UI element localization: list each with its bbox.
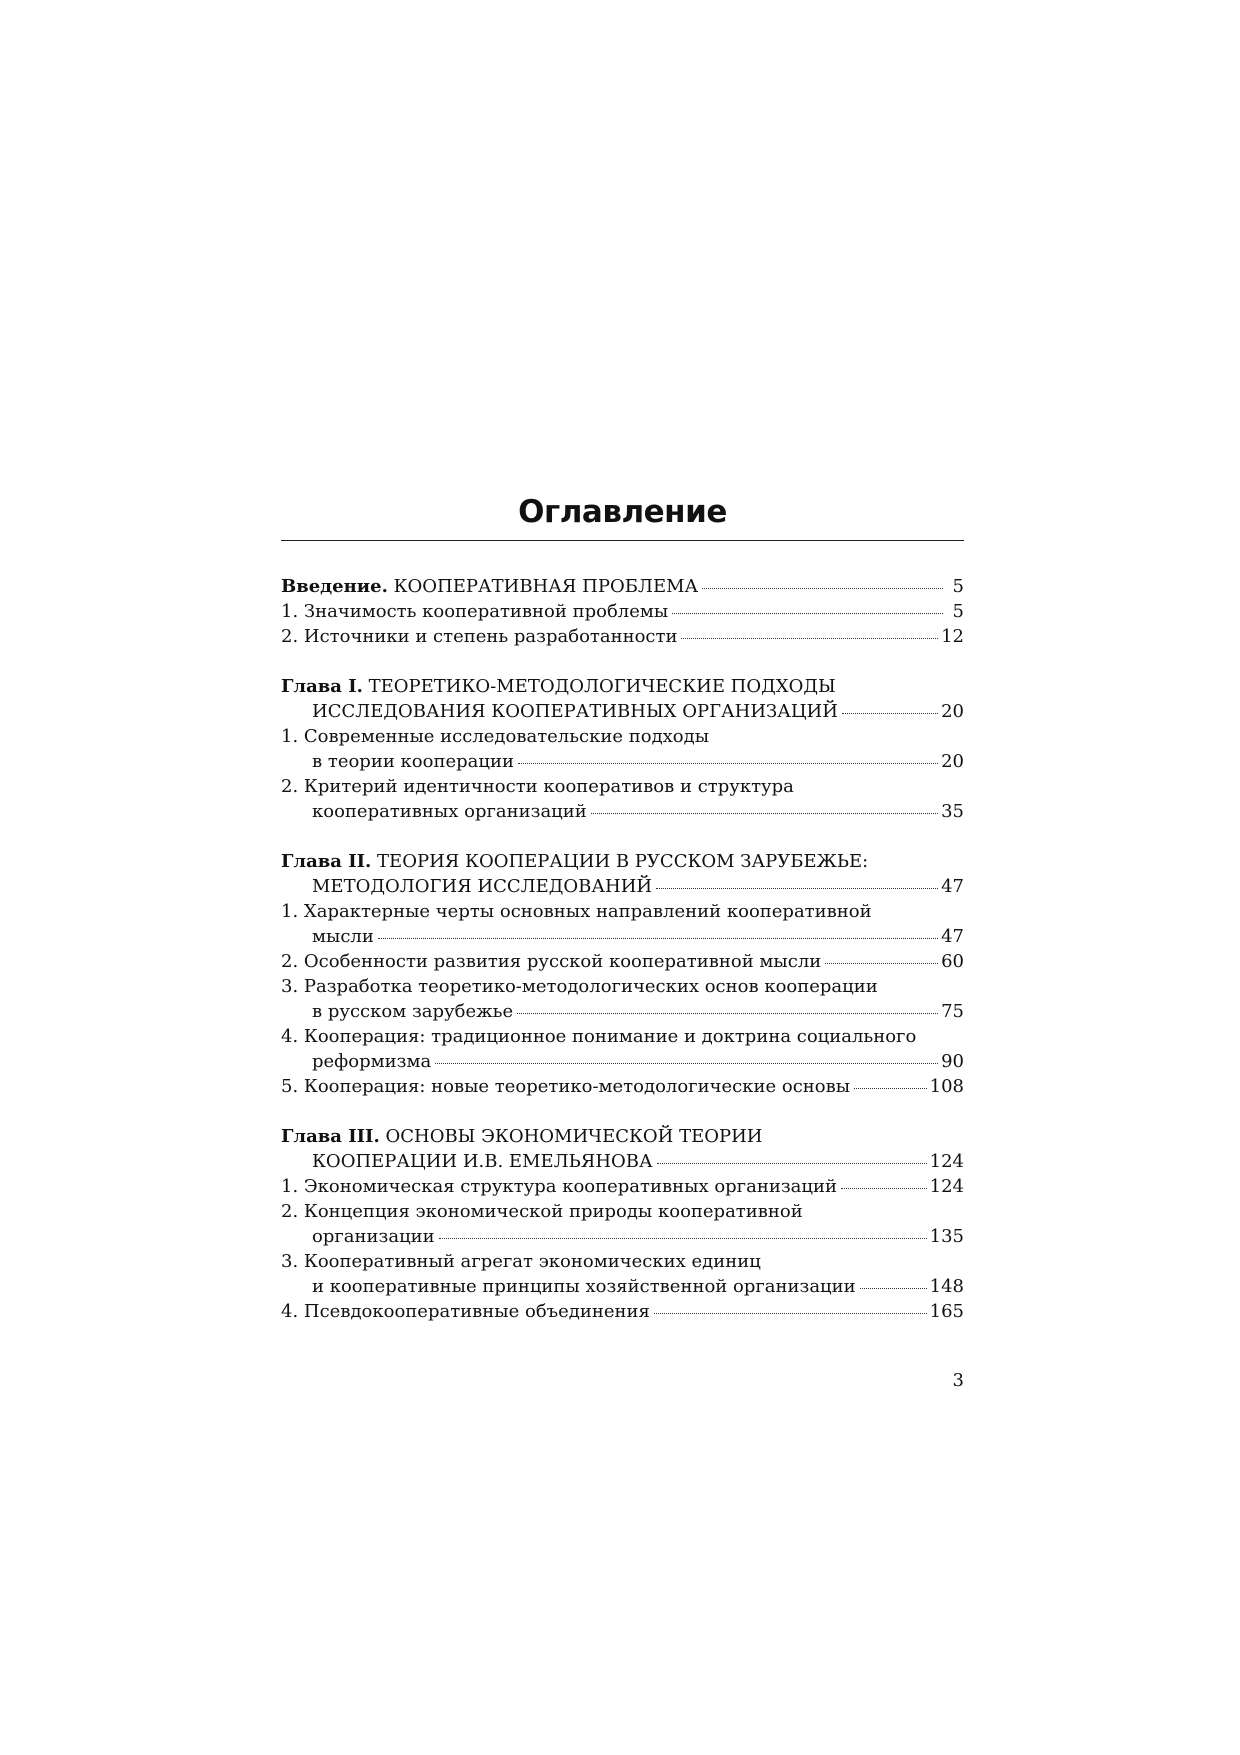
toc-entry[interactable]	[281, 774, 964, 824]
toc-entry-label	[281, 949, 821, 974]
toc-section	[281, 1124, 964, 1324]
toc-entry-label	[312, 749, 514, 774]
toc-entry-line	[281, 774, 964, 799]
entry-title-text: КООПЕРАТИВНАЯ ПРОБЛЕМА	[387, 576, 699, 597]
entry-title-text: 1. Современные исследовательские подходы	[281, 726, 710, 747]
toc-page-number: 5	[952, 576, 964, 597]
entry-title-text: 1. Экономическая структура кооперативных организаций	[281, 1176, 837, 1197]
toc-page-number: 135	[929, 1226, 964, 1247]
toc-entry-label	[281, 599, 668, 624]
toc-page-number: 60	[941, 951, 964, 972]
toc-entry-line	[281, 749, 964, 774]
toc-page-number: 5	[952, 601, 964, 622]
toc-entry-label	[281, 574, 698, 599]
chapter-label: Введение.	[281, 576, 388, 597]
dot-leader	[439, 1237, 927, 1239]
entry-title-text: организации	[312, 1226, 435, 1247]
toc-entry-line	[281, 1274, 964, 1299]
toc-page-number: 148	[929, 1276, 964, 1297]
entry-title-text: 3. Кооперативный агрегат экономических единиц	[281, 1251, 761, 1272]
toc-entry-line	[281, 1074, 964, 1099]
toc-page-number: 47	[941, 926, 964, 947]
dot-leader	[435, 1062, 938, 1064]
dot-leader	[841, 1187, 927, 1189]
entry-title-text: ИССЛЕДОВАНИЯ КООПЕРАТИВНЫХ ОРГАНИЗАЦИЙ	[312, 701, 838, 722]
toc-page-number: 90	[941, 1051, 964, 1072]
toc-entry-line	[281, 699, 964, 724]
entry-title-text: мысли	[312, 926, 374, 947]
toc-entry-line	[281, 949, 964, 974]
toc-entry-label	[281, 674, 836, 699]
toc-entry[interactable]	[281, 1299, 964, 1324]
dot-leader	[681, 637, 938, 639]
toc-entry-label	[281, 899, 872, 924]
toc-page-number: 12	[941, 626, 964, 647]
toc-entry-line	[281, 1049, 964, 1074]
toc-entry-line	[281, 724, 964, 749]
toc-entry[interactable]	[281, 1024, 964, 1074]
entry-title-text: реформизма	[312, 1051, 432, 1072]
toc-entry-label	[312, 999, 513, 1024]
toc-entry-line	[281, 799, 964, 824]
toc-entry[interactable]	[281, 599, 964, 624]
dot-leader	[842, 712, 938, 714]
toc-page-number: 108	[929, 1076, 964, 1097]
dot-leader	[654, 1312, 927, 1314]
toc-entry[interactable]	[281, 624, 964, 649]
dot-leader	[656, 887, 938, 889]
dot-leader	[378, 937, 938, 939]
entry-title-text: 2. Особенности развития русской кооперативной мысли	[281, 951, 822, 972]
toc-entry-line	[281, 899, 964, 924]
toc-entry[interactable]	[281, 1174, 964, 1199]
toc-entry-label	[312, 874, 652, 899]
toc-page-number: 124	[929, 1151, 964, 1172]
dot-leader	[860, 1287, 927, 1289]
toc-entry-line	[281, 1124, 964, 1149]
entry-title-text: 2. Критерий идентичности кооперативов и структура	[281, 776, 794, 797]
toc-entry-line	[281, 999, 964, 1024]
dot-leader	[517, 1012, 938, 1014]
toc-entry-label	[312, 1149, 653, 1174]
toc-entry-label	[312, 799, 587, 824]
toc-entry-label	[312, 1224, 435, 1249]
toc-entry-line	[281, 1199, 964, 1224]
page-title: Оглавление	[518, 494, 727, 530]
toc-entry-line	[281, 1299, 964, 1324]
toc-entry[interactable]	[281, 1124, 964, 1174]
toc-entry-label	[312, 924, 374, 949]
dot-leader	[518, 762, 938, 764]
title-divider	[281, 540, 964, 541]
toc-entry-line	[281, 924, 964, 949]
dot-leader	[657, 1162, 927, 1164]
toc-entry[interactable]	[281, 949, 964, 974]
toc-page-number: 35	[941, 801, 964, 822]
toc-entry-label	[281, 1249, 761, 1274]
entry-title-text: ТЕОРИЯ КООПЕРАЦИИ В РУССКОМ ЗАРУБЕЖЬЕ:	[371, 851, 869, 872]
toc-entry-label	[281, 1074, 850, 1099]
toc-entry-label	[281, 1299, 650, 1324]
toc-entry-line	[281, 1174, 964, 1199]
toc-page-number: 124	[929, 1176, 964, 1197]
page-number: 3	[952, 1370, 964, 1391]
dot-leader	[591, 812, 938, 814]
entry-title-text: в теории кооперации	[312, 751, 514, 772]
toc-page-number: 47	[941, 876, 964, 897]
toc-entry-line	[281, 599, 964, 624]
table-of-contents	[281, 574, 964, 1349]
entry-title-text: 2. Концепция экономической природы кооперативной	[281, 1201, 803, 1222]
entry-title-text: и кооперативные принципы хозяйственной организации	[312, 1276, 856, 1297]
toc-entry[interactable]	[281, 849, 964, 899]
toc-entry-line	[281, 1249, 964, 1274]
toc-entry[interactable]	[281, 574, 964, 599]
toc-entry-line	[281, 674, 964, 699]
toc-section	[281, 574, 964, 649]
toc-entry-label	[281, 624, 677, 649]
toc-entry-label	[281, 1024, 916, 1049]
toc-entry-label	[281, 774, 794, 799]
entry-title-text: 2. Источники и степень разработанности	[281, 626, 678, 647]
toc-page-number: 165	[929, 1301, 964, 1322]
toc-page-number: 20	[941, 701, 964, 722]
toc-entry-label	[281, 974, 878, 999]
dot-leader	[672, 612, 943, 614]
entry-title-text: МЕТОДОЛОГИЯ ИССЛЕДОВАНИЙ	[312, 876, 653, 897]
toc-entry-label	[281, 1124, 763, 1149]
chapter-label: Глава II.	[281, 851, 372, 872]
toc-entry-label	[281, 1174, 837, 1199]
toc-section	[281, 674, 964, 824]
toc-entry-line	[281, 574, 964, 599]
entry-title-text: 5. Кооперация: новые теоретико-методологические основы	[281, 1076, 851, 1097]
toc-entry-label	[312, 1274, 856, 1299]
dot-leader	[702, 587, 943, 589]
toc-page-number: 20	[941, 751, 964, 772]
toc-section	[281, 849, 964, 1099]
toc-entry-line	[281, 624, 964, 649]
entry-title-text: 4. Кооперация: традиционное понимание и доктрина социального	[281, 1026, 917, 1047]
toc-entry[interactable]	[281, 1249, 964, 1299]
toc-entry-label	[281, 849, 868, 874]
dot-leader	[825, 962, 938, 964]
entry-title-text: ОСНОВЫ ЭКОНОМИЧЕСКОЙ ТЕОРИИ	[379, 1126, 763, 1147]
chapter-label: Глава I.	[281, 676, 363, 697]
toc-entry-line	[281, 974, 964, 999]
toc-entry-label	[312, 1049, 431, 1074]
entry-title-text: 3. Разработка теоретико-методологических основ кооперации	[281, 976, 878, 997]
toc-entry[interactable]	[281, 1199, 964, 1249]
toc-entry[interactable]	[281, 974, 964, 1024]
entry-title-text: кооперативных организаций	[312, 801, 587, 822]
entry-title-text: КООПЕРАЦИИ И.В. ЕМЕЛЬЯНОВА	[312, 1151, 653, 1172]
toc-entry-label	[281, 1199, 803, 1224]
toc-entry-line	[281, 849, 964, 874]
toc-entry[interactable]	[281, 724, 964, 774]
toc-entry[interactable]	[281, 1074, 964, 1099]
toc-entry[interactable]	[281, 674, 964, 724]
entry-title-text: 4. Псевдокооперативные объединения	[281, 1301, 650, 1322]
toc-entry-label	[281, 724, 709, 749]
entry-title-text: 1. Значимость кооперативной проблемы	[281, 601, 669, 622]
toc-entry-line	[281, 1149, 964, 1174]
toc-entry-line	[281, 1224, 964, 1249]
toc-entry-line	[281, 1024, 964, 1049]
chapter-label: Глава III.	[281, 1126, 380, 1147]
toc-page-number: 75	[941, 1001, 964, 1022]
entry-title-text: 1. Характерные черты основных направлений кооперативной	[281, 901, 872, 922]
toc-entry[interactable]	[281, 899, 964, 949]
toc-entry-label	[312, 699, 838, 724]
toc-entry-line	[281, 874, 964, 899]
entry-title-text: в русском зарубежье	[312, 1001, 514, 1022]
entry-title-text: ТЕОРЕТИКО-МЕТОДОЛОГИЧЕСКИЕ ПОДХОДЫ	[362, 676, 836, 697]
dot-leader	[854, 1087, 927, 1089]
